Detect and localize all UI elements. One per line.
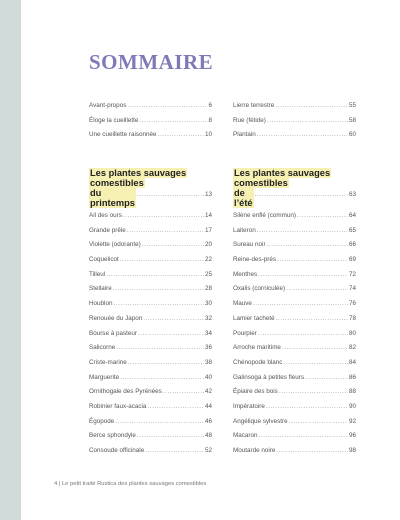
toc-entry[interactable]: Bourse à pasteur ..... 34: [89, 327, 212, 342]
toc-entry[interactable]: Rue (fétide) ..... 58: [233, 114, 356, 129]
toc-entry[interactable]: Une cueillette raisonnée ..... 10: [89, 128, 212, 143]
spring-heading[interactable]: Les plantes sauvages comestibles du printemps ..... 13: [89, 168, 212, 208]
toc-entry[interactable]: Éloge la cueillette ..... 8: [89, 114, 212, 129]
toc-entry[interactable]: Plantain ..... 60: [233, 128, 356, 143]
page-title: SOMMAIRE: [89, 50, 214, 74]
toc-entry[interactable]: Sureau noir ..... 66: [233, 238, 356, 253]
intro-list-right: [233, 99, 356, 143]
summer-heading[interactable]: Les plantes sauvages comestibles de l’été ..... 63: [233, 168, 356, 208]
toc-entry[interactable]: Galinsoga à petites fleurs ..... 86: [233, 371, 356, 386]
toc-entry[interactable]: Coquelicot ..... 22: [89, 253, 212, 268]
toc-entry[interactable]: Épiaire des bois ..... 88: [233, 385, 356, 400]
intro-list-left: [89, 99, 212, 143]
toc-entry[interactable]: Pourpier ..... 80: [233, 327, 356, 342]
toc-entry[interactable]: Reine-des-prés ..... 69: [233, 253, 356, 268]
toc-entry[interactable]: Consoude officinale ..... 52: [89, 444, 212, 459]
toc-entry[interactable]: Houblon ..... 30: [89, 297, 212, 312]
toc-entry[interactable]: Arroche maritime ..... 82: [233, 341, 356, 356]
toc-entry[interactable]: Silène enflé (commun) ..... 64: [233, 209, 356, 224]
toc-entry[interactable]: Berce sphondyle ..... 48: [89, 429, 212, 444]
toc-entry[interactable]: Laiteron ..... 65: [233, 224, 356, 239]
summer-list: [233, 209, 356, 459]
toc-entry[interactable]: Lamier tacheté ..... 78: [233, 312, 356, 327]
toc-entry[interactable]: Avant-propos ..... 6: [89, 99, 212, 114]
toc-entry[interactable]: Angélique sylvestre ..... 92: [233, 415, 356, 430]
page-footer: 4 | Le petit traité Rustica des plantes sauvages comestibles: [54, 481, 207, 487]
toc-entry[interactable]: Égopode ..... 46: [89, 415, 212, 430]
toc-entry[interactable]: Grande prêle ..... 17: [89, 224, 212, 239]
toc-entry[interactable]: Lierre terrestre ..... 55: [233, 99, 356, 114]
spring-section: [89, 168, 212, 459]
toc-entry[interactable]: Violette (odorante) ..... 20: [89, 238, 212, 253]
toc-entry[interactable]: Robinier faux-acacia ..... 44: [89, 400, 212, 415]
toc-entry[interactable]: Renouée du Japon ..... 32: [89, 312, 212, 327]
toc-entry[interactable]: Chénopode blanc ..... 84: [233, 356, 356, 371]
toc-entry[interactable]: Macaron ..... 96: [233, 429, 356, 444]
toc-entry[interactable]: Marguerite ..... 40: [89, 371, 212, 386]
toc-entry[interactable]: Salicorne ..... 36: [89, 341, 212, 356]
toc-entry[interactable]: Mauve ..... 76: [233, 297, 356, 312]
toc-entry[interactable]: Stellaire ..... 28: [89, 282, 212, 297]
toc-entry[interactable]: Moutarde noire ..... 98: [233, 444, 356, 459]
spring-list: [89, 209, 212, 459]
summer-section: [233, 168, 356, 459]
toc-entry[interactable]: Ornithogale des Pyrénées ..... 42: [89, 385, 212, 400]
toc-entry[interactable]: Tilleul ..... 25: [89, 268, 212, 283]
toc-entry[interactable]: Oxalis (corniculée) ..... 74: [233, 282, 356, 297]
toc-entry[interactable]: Menthes ..... 72: [233, 268, 356, 283]
side-color-band: [0, 0, 21, 520]
toc-entry[interactable]: Ail des ours ..... 14: [89, 209, 212, 224]
toc-entry[interactable]: Impératoire ..... 90: [233, 400, 356, 415]
toc-entry[interactable]: Criste-marine ..... 38: [89, 356, 212, 371]
